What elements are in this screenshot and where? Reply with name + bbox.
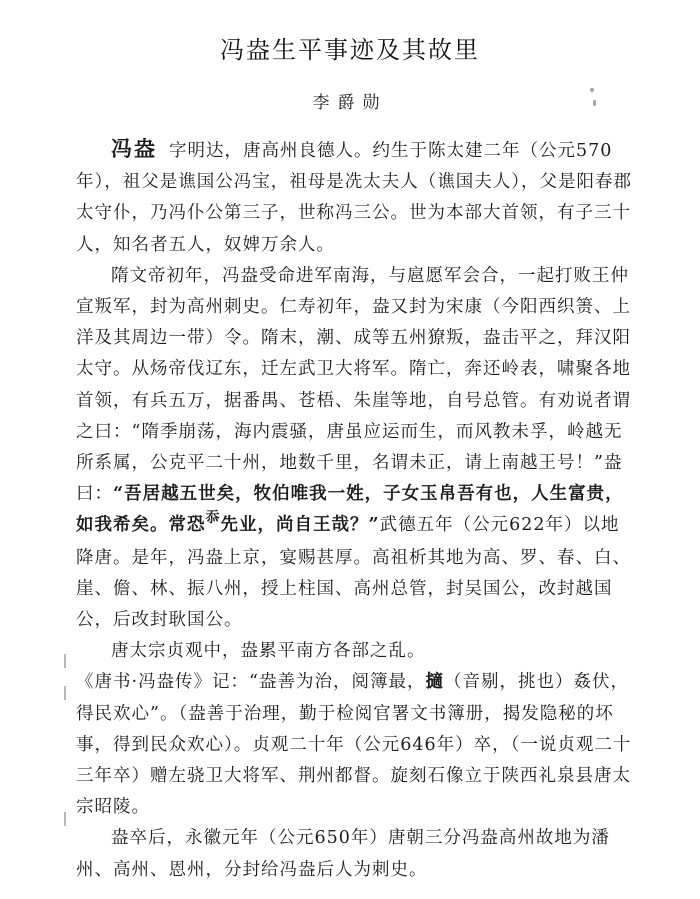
paragraph-4-text-a: 《唐书·冯盎传》记：“盎善为治，阅簿最，: [76, 672, 426, 693]
document-body: [76, 133, 636, 886]
document-author: 李爵勋: [312, 93, 388, 113]
paragraph-2-tail: 武德五年（公元622年）以地降唐。是年，冯盎上京，宴赐甚厚。高祖析其地为高、罗、春、白、崖、儋、林、振八州，授上柱国、高州总管，封吴国公，改封越国公，后改封耿国公。: [76, 515, 631, 631]
paragraph-4-text-b: （音剔，挑也）姦伏，得民欢心”。（盎善于治理，勤于检阅官署文书簿册，揭发隐秘的坏事，得到民众欢心）。贞观二十年（公元646年）卒，（一说贞观二十三年卒）赠左骁卫大将军、荆州都督。旋刻石像立于陕西礼泉县唐太宗昭陵。: [76, 672, 632, 818]
paragraph-2-text: 隋文帝初年，冯盎受命进军南海，与扈愿军会合，一起打败王仲宣叛军，封为高州刺史。仁寿初年，盎又封为宋康（今阳西织箦、上洋及其周边一带）令。隋末，潮、成等五州獠叛，盎击平之，拜汉阳太守。从炀帝伐辽东，迁左武卫大将军。隋亡，奔还岭表，啸聚各地首领，有兵五万，据番禺、苍梧、朱崖等地，自号总管。有劝说者谓之曰：“隋季崩荡，海内震骚，唐虽应运而生，而风教未孚，岭越无所系属，公克平二十州，地数千里，名谓未正，请上南越王号！”盎曰：: [76, 265, 631, 505]
document-title: 冯盎生平事迹及其故里: [220, 36, 480, 64]
paragraph-1: [76, 133, 636, 261]
quote-bold-2: 先业，尚自王哉？”: [220, 515, 380, 536]
paragraph-1-text: 字明达，唐高州良德人。约生于陈太建二年（公元570年），祖父是谯国公冯宝，祖母是冼太夫人（谯国夫人），父是阳春郡太守仆，乃冯仆公第三子，世称冯三公。世为本部大首领，有子三十人，知名者五人，奴婢万余人。: [76, 141, 632, 255]
quote-bold-1: “吾居越五世矣，牧伯唯我一姓，子女玉帛吾有也，人生富贵，如我希矣。常恐: [76, 484, 624, 536]
scan-speck: [593, 100, 596, 106]
scan-speck: [590, 88, 594, 92]
rare-char: 擿: [425, 672, 445, 693]
paragraph-2: [76, 261, 636, 636]
lead-name: 冯盎: [111, 136, 157, 161]
paragraph-3: 唐太宗贞观中，盎累平南方各部之乱。: [111, 641, 426, 662]
scan-margin-mark: [64, 812, 72, 826]
paragraph-4: [76, 667, 636, 823]
scan-margin-mark: [64, 654, 72, 668]
scan-margin-mark: [64, 686, 72, 700]
paragraph-5: 盎卒后，永徽元年（公元650年）唐朝三分冯盎高州故地为潘州、高州、恩州，分封给冯盎后人为刺史。: [76, 828, 610, 880]
quote-small-char: 忝: [205, 510, 221, 527]
